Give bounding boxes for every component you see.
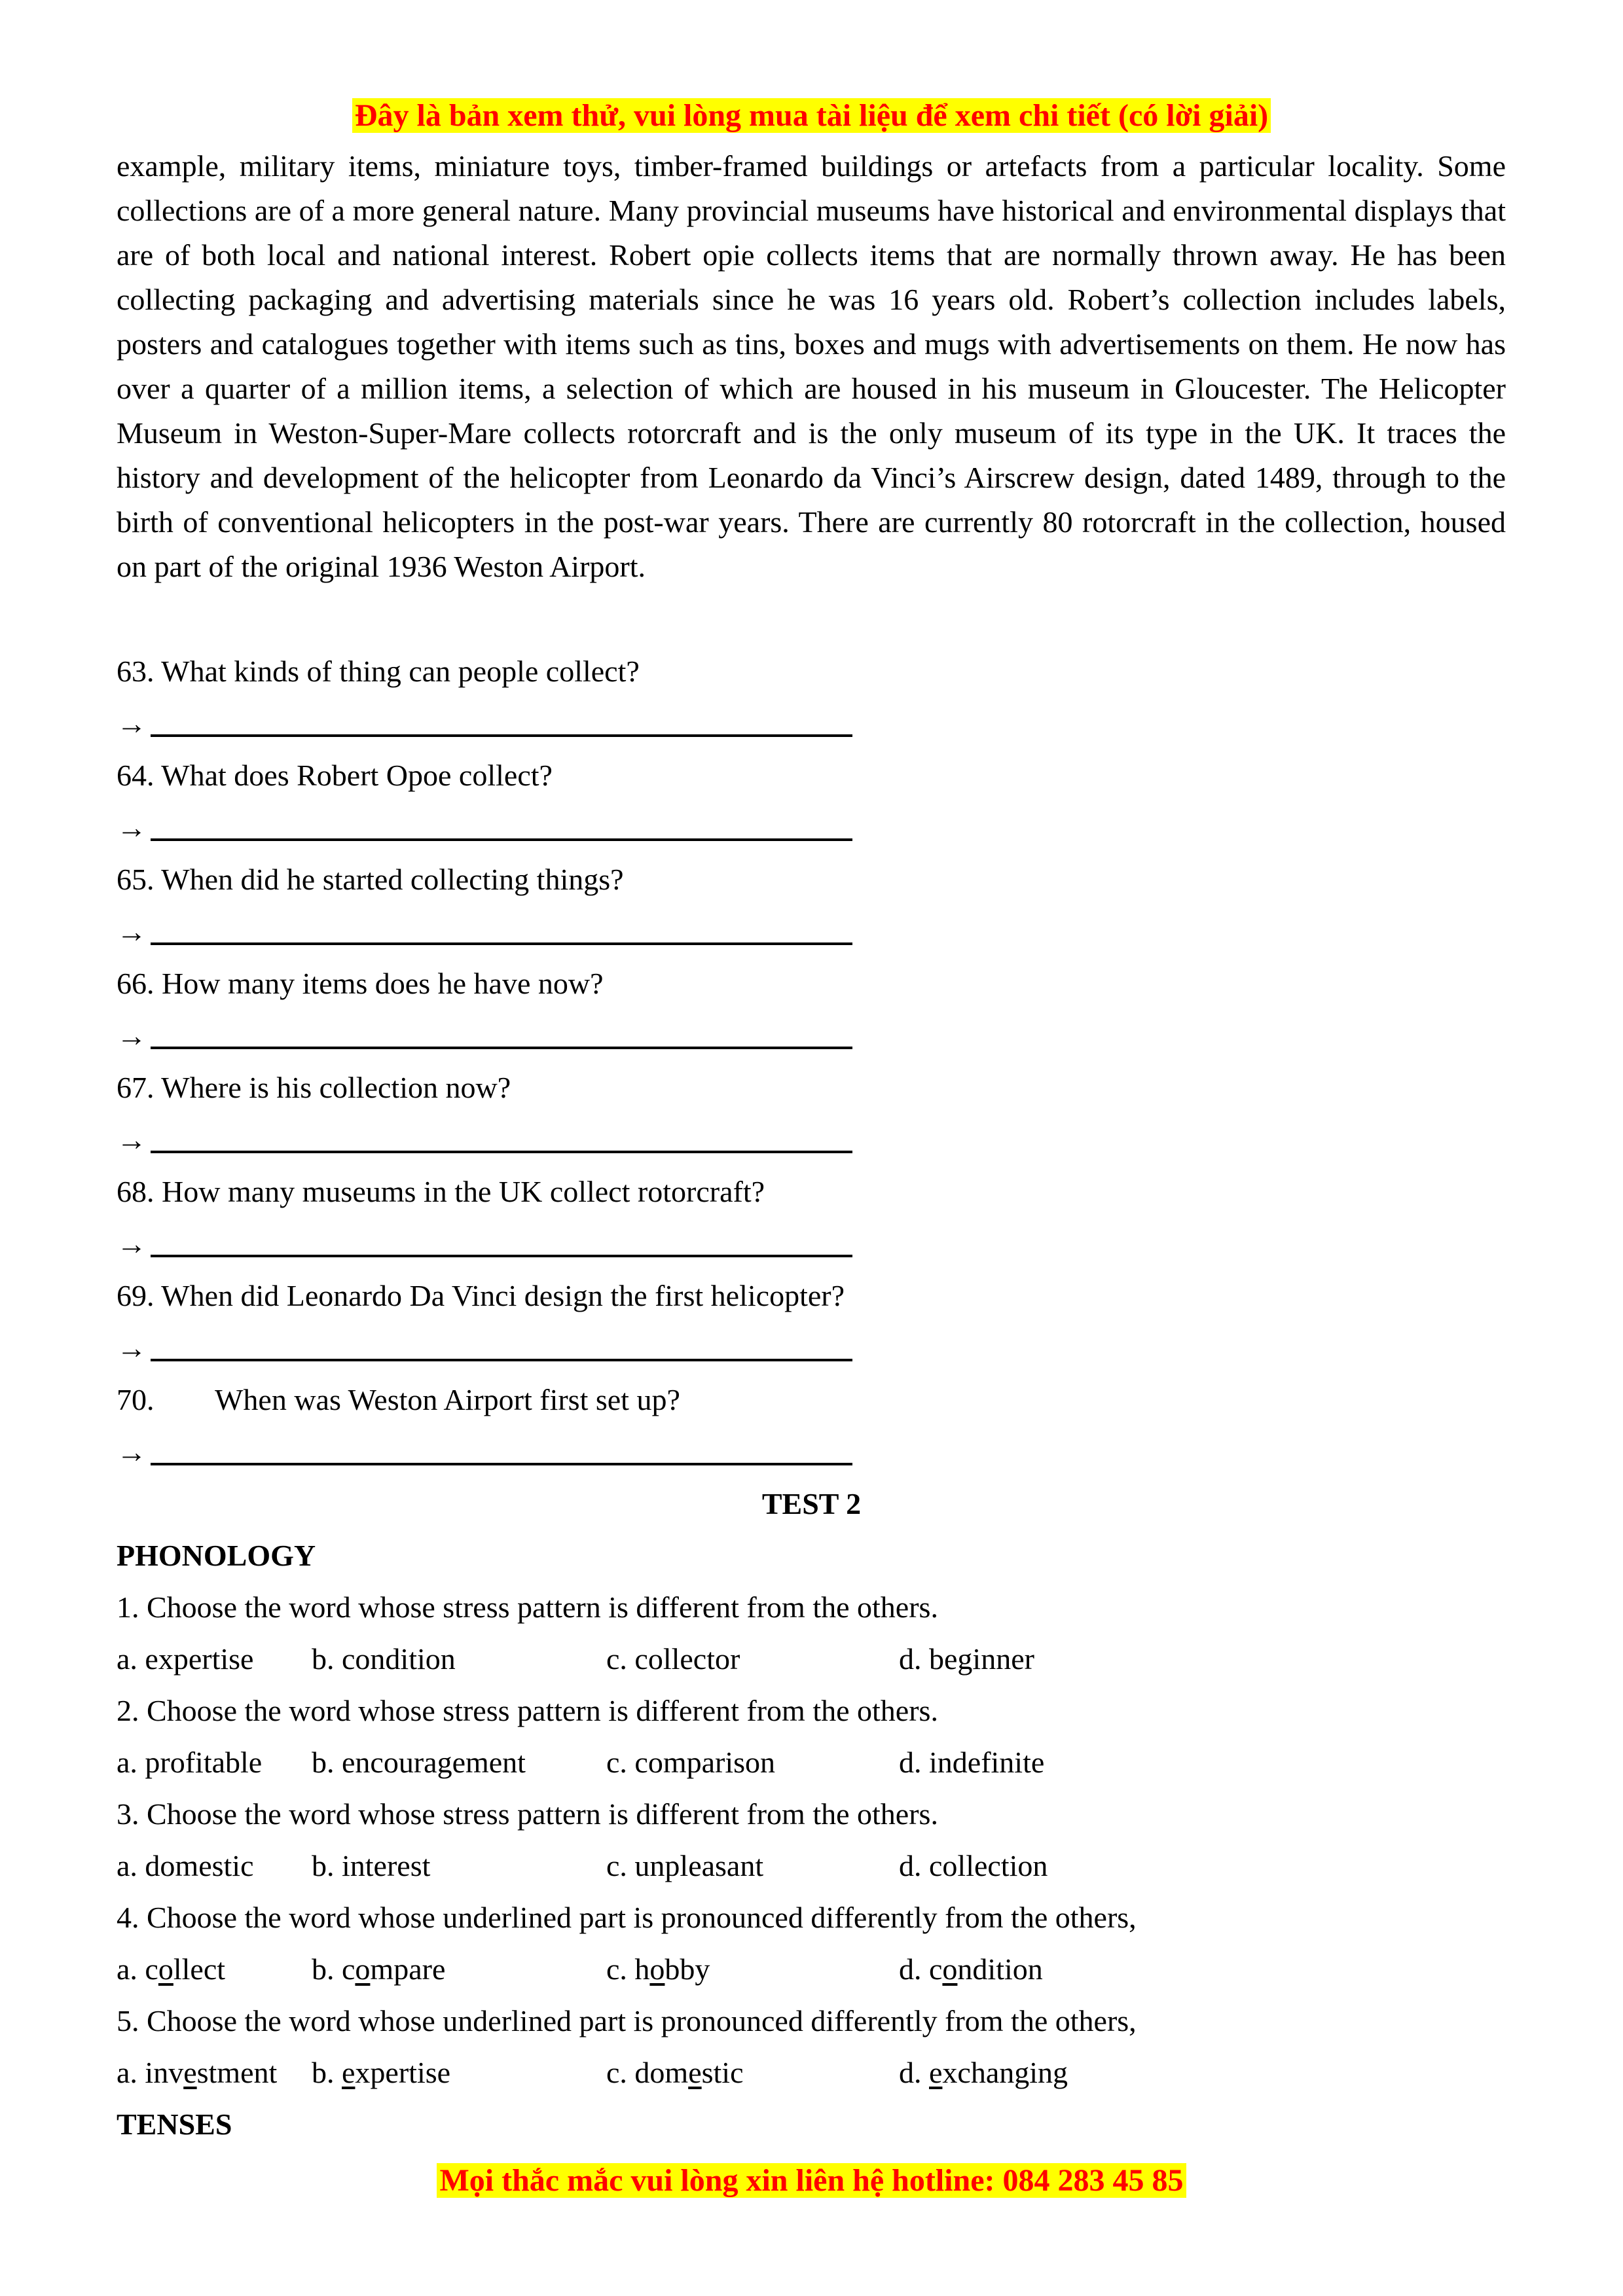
question-69: 69. When did Leonardo Da Vinci design the first helicopter? — [117, 1279, 845, 1312]
option-b[interactable]: b. compare — [312, 1952, 446, 1986]
arrow-icon: → — [117, 1019, 147, 1052]
question-63: 63. What kinds of thing can people collect? — [117, 655, 640, 688]
answer-line-64[interactable] — [117, 806, 852, 850]
tenses-heading: TENSES — [117, 2108, 232, 2141]
option-d[interactable]: d. indefinite — [899, 1746, 1045, 1779]
question-67: 67. Where is his collection now? — [117, 1071, 511, 1104]
question-text: When was Weston Airport first set up? — [215, 1383, 680, 1416]
question-68: 68. How many museums in the UK collect rotorcraft? — [117, 1175, 765, 1208]
option-d[interactable]: d. exchanging — [899, 2056, 1068, 2089]
question-64: 64. What does Robert Opoe collect? — [117, 759, 553, 792]
reading-passage: example, military items, miniature toys, timber-framed buildings or artefacts from a particular locality. Some collections are of a more general nature. Many provincial museums have historical and environmental displays that are of both local and national interest. Robert opie collects items that are normally thrown away. He has been collecting packaging and advertising materials since he was 16 years old. Robert’s collection includes labels, posters and catalogues together with items such as tins, boxes and mugs with advertisements on them. He now has over a quarter of a million items, a selection of which are housed in his museum in Gloucester. The Helicopter Museum in Weston-Super-Mare collects rotorcraft and is the only museum of its type in the UK. It traces the history and development of the helicopter from Leonardo da Vinci’s Airscrew design, dated 1489, through to the birth of conventional helicopters in the post-war years. There are currently 80 rotorcraft in the collection, housed on part of the original 1936 Weston Airport. — [117, 149, 1506, 583]
option-d[interactable]: d. beginner — [899, 1642, 1034, 1676]
question-65: 65. When did he started collecting things? — [117, 863, 624, 896]
phonology-prompt-4: 4. Choose the word whose underlined part is pronounced differently from the others, — [117, 1901, 1137, 1934]
answer-line-63[interactable] — [117, 702, 852, 746]
answer-line-65[interactable] — [117, 910, 852, 954]
test-title: TEST 2 — [761, 1487, 862, 1520]
answer-blank[interactable] — [151, 1326, 852, 1361]
option-b[interactable]: b. encouragement — [312, 1746, 526, 1779]
answer-blank[interactable] — [151, 806, 852, 841]
answer-blank[interactable] — [151, 1430, 852, 1465]
answer-blank[interactable] — [151, 702, 852, 737]
phonology-prompt-2: 2. Choose the word whose stress pattern is different from the others. — [117, 1694, 938, 1727]
phonology-prompt-1: 1. Choose the word whose stress pattern is different from the others. — [117, 1590, 938, 1624]
option-a[interactable]: a. domestic — [117, 1849, 254, 1882]
question-70 — [117, 1378, 1506, 1422]
arrow-icon: → — [117, 707, 147, 740]
option-c[interactable]: c. comparison — [606, 1746, 776, 1779]
option-a[interactable]: a. collect — [117, 1952, 226, 1986]
answer-line-68[interactable] — [117, 1222, 852, 1266]
arrow-icon: → — [117, 811, 147, 844]
option-a[interactable]: a. investment — [117, 2056, 278, 2089]
option-c[interactable]: c. domestic — [606, 2056, 744, 2089]
option-b[interactable]: b. condition — [312, 1642, 456, 1676]
hotline-banner-text: Mọi thắc mắc vui lòng xin liên hệ hotline: 084 283 45 85 — [437, 2163, 1186, 2198]
phonology-heading: PHONOLOGY — [117, 1539, 316, 1572]
arrow-icon: → — [117, 1123, 147, 1157]
option-c[interactable]: c. hobby — [606, 1952, 710, 1986]
arrow-icon: → — [117, 1331, 147, 1365]
option-b[interactable]: b. expertise — [312, 2056, 451, 2089]
preview-banner-text: Đây là bản xem thử, vui lòng mua tài liệu để xem chi tiết (có lời giải) — [352, 98, 1271, 133]
arrow-icon: → — [117, 915, 147, 948]
arrow-icon: → — [117, 1227, 147, 1261]
option-c[interactable]: c. unpleasant — [606, 1849, 764, 1882]
answer-line-69[interactable] — [117, 1326, 852, 1371]
answer-blank[interactable] — [151, 1222, 852, 1257]
preview-banner — [0, 95, 1623, 137]
option-a[interactable]: a. expertise — [117, 1642, 254, 1676]
arrow-icon: → — [117, 1435, 147, 1469]
option-d[interactable]: d. collection — [899, 1849, 1048, 1882]
hotline-banner — [0, 2160, 1623, 2202]
option-c[interactable]: c. collector — [606, 1642, 740, 1676]
question-number: 70. — [117, 1383, 155, 1416]
answer-line-67[interactable] — [117, 1118, 852, 1162]
answer-blank[interactable] — [151, 1014, 852, 1049]
option-a[interactable]: a. profitable — [117, 1746, 263, 1779]
question-66: 66. How many items does he have now? — [117, 967, 604, 1000]
option-b[interactable]: b. interest — [312, 1849, 431, 1882]
answer-line-66[interactable] — [117, 1014, 852, 1058]
phonology-prompt-3: 3. Choose the word whose stress pattern is different from the others. — [117, 1797, 938, 1831]
answer-blank[interactable] — [151, 910, 852, 945]
option-d[interactable]: d. condition — [899, 1952, 1043, 1986]
answer-line-70[interactable] — [117, 1430, 852, 1475]
answer-blank[interactable] — [151, 1118, 852, 1153]
phonology-prompt-5: 5. Choose the word whose underlined part is pronounced differently from the others, — [117, 2004, 1137, 2037]
